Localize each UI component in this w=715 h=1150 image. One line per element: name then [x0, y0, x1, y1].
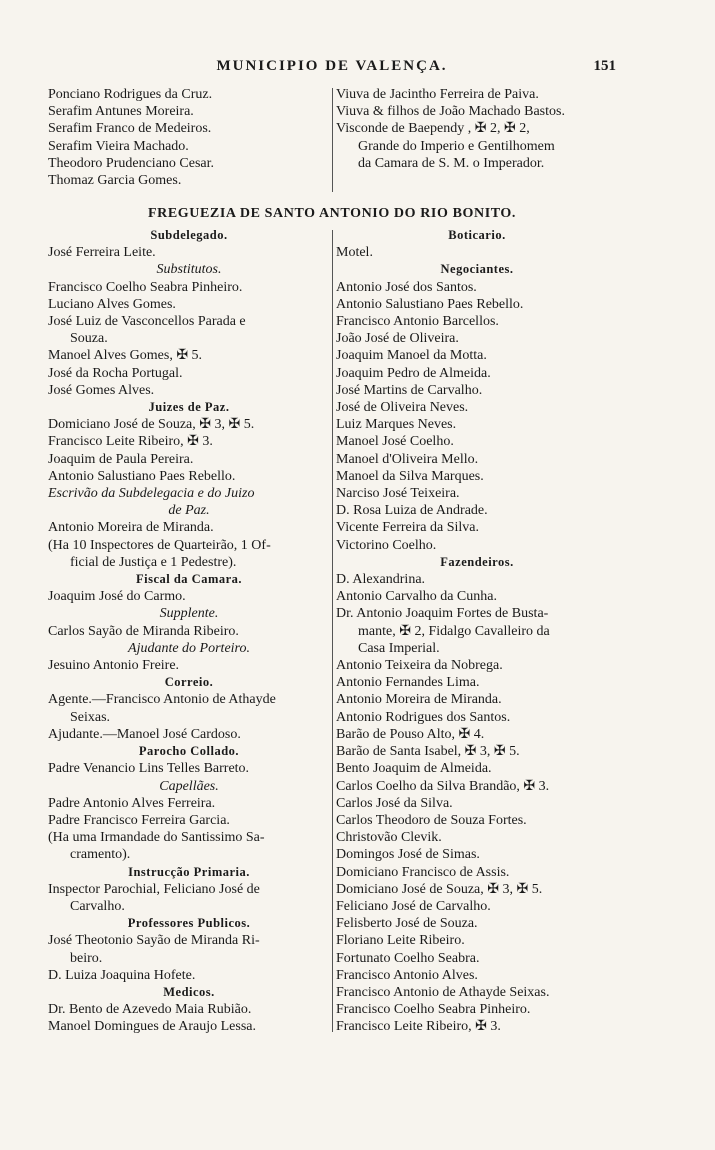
right-column-entry: Feliciano José de Carvalho.	[336, 898, 491, 914]
right-column	[336, 227, 618, 1036]
left-column-entry: Padre Francisco Ferreira Garcia.	[48, 812, 230, 828]
right-column-entry: Motel.	[336, 245, 373, 261]
top-right-list	[336, 86, 618, 172]
left-column-heading: Fiscal da Camara.	[135, 572, 243, 587]
right-column-entry: Fortunato Coelho Seabra.	[336, 950, 480, 966]
top-left-list	[48, 86, 330, 189]
left-column-entry: Seixas.	[70, 709, 111, 725]
right-column-entry: Francisco Leite Ribeiro, ✠ 3.	[336, 1019, 501, 1035]
right-column-entry: José de Oliveira Neves.	[336, 400, 469, 416]
left-column-entry: Antonio Salustiano Paes Rebello.	[48, 468, 236, 484]
left-column-entry: Ajudante.—Manoel José Cardoso.	[48, 726, 241, 742]
left-column-entry: beiro.	[70, 950, 103, 966]
right-column-entry: Manoel da Silva Marques.	[336, 468, 484, 484]
right-column-entry: Antonio Carvalho da Cunha.	[336, 589, 497, 605]
left-column-entry: Francisco Leite Ribeiro, ✠ 3.	[48, 434, 213, 450]
left-column-entry: Domiciano José de Souza, ✠ 3, ✠ 5.	[48, 417, 255, 433]
right-column-entry: Christovão Clevik.	[336, 830, 442, 846]
top-right-entry: Visconde de Baependy , ✠ 2, ✠ 2,	[336, 121, 530, 137]
left-column-heading: Medicos.	[163, 984, 215, 999]
right-column-entry: Barão de Pouso Alto, ✠ 4.	[336, 726, 485, 742]
top-left-entry: Theodoro Prudenciano Cesar.	[48, 155, 215, 171]
right-column-heading: Boticario.	[448, 228, 506, 242]
right-column-entry: José Martins de Carvalho.	[336, 382, 483, 398]
left-column-subheading: Escrivão da Subdelegacia e do Juizo	[48, 486, 255, 502]
top-left-entry: Thomaz Garcia Gomes.	[48, 173, 182, 189]
section-title: FREGUEZIA DE SANTO ANTONIO DO RIO BONITO.	[147, 206, 517, 221]
left-column-entry: ficial de Justiça e 1 Pedestre).	[70, 554, 237, 570]
left-column-subheading: Ajudante do Porteiro.	[128, 640, 250, 656]
left-column-heading: Subdelegado.	[150, 228, 228, 242]
right-column-entry: João José de Oliveira.	[336, 331, 459, 347]
left-column-entry: Carvalho.	[70, 898, 125, 914]
left-column-entry: Agente.—Francisco Antonio de Athayde	[48, 692, 276, 708]
left-column-heading: Parocho Collado.	[138, 744, 240, 759]
right-column-entry: Manoel d'Oliveira Mello.	[336, 451, 479, 467]
right-column-entry: Victorino Coelho.	[336, 537, 437, 553]
top-right-entry: Viuva de Jacintho Ferreira de Paiva.	[336, 87, 539, 102]
left-column-subheading: Capellães.	[159, 778, 219, 794]
right-column-entry: Narciso José Teixeira.	[336, 486, 460, 502]
right-column-entry: Francisco Antonio Alves.	[336, 967, 478, 983]
right-column-entry: Domingos José de Simas.	[336, 847, 480, 863]
left-column-subheading: Supplente.	[159, 606, 219, 622]
left-column-entry: Padre Antonio Alves Ferreira.	[48, 795, 216, 811]
right-column-entry: D. Rosa Luiza de Andrade.	[336, 503, 488, 519]
right-column-entry: mante, ✠ 2, Fidalgo Cavalleiro da	[358, 623, 550, 639]
left-column-entry: Antonio Moreira de Miranda.	[48, 520, 214, 536]
left-column-entry: Francisco Coelho Seabra Pinheiro.	[48, 279, 243, 295]
right-column-entry: Joaquim Manoel da Motta.	[336, 348, 487, 364]
right-column-entry: Felisberto José de Souza.	[336, 916, 478, 932]
left-column-entry: José Ferreira Leite.	[48, 245, 156, 261]
right-column-heading: Negociantes.	[440, 262, 514, 277]
left-column-entry: Inspector Parochial, Feliciano José de	[48, 881, 260, 897]
left-column-heading: Correio.	[164, 675, 214, 690]
left-column-entry: cramento).	[70, 847, 131, 863]
right-column-entry: Vicente Ferreira da Silva.	[336, 520, 479, 536]
left-column-heading: Juizes de Paz.	[148, 400, 230, 415]
page-title: MUNICIPIO DE VALENÇA.	[216, 58, 448, 74]
left-column-entry: Jesuino Antonio Freire.	[48, 658, 180, 674]
left-column-subheading: Substitutos.	[156, 262, 222, 278]
right-column-entry: Carlos Coelho da Silva Brandão, ✠ 3.	[336, 778, 550, 794]
left-column-entry: José da Rocha Portugal.	[48, 365, 183, 381]
right-column-heading: Fazendeiros.	[440, 554, 514, 569]
top-left-entry: Serafim Franco de Medeiros.	[48, 121, 212, 137]
right-column-entry: Domiciano José de Souza, ✠ 3, ✠ 5.	[336, 881, 543, 897]
right-column-entry: Luiz Marques Neves.	[336, 417, 457, 433]
left-column-entry: José Gomes Alves.	[48, 382, 155, 398]
right-column-entry: Manoel José Coelho.	[336, 434, 454, 450]
right-column-entry: Antonio Salustiano Paes Rebello.	[336, 296, 524, 312]
left-column-subheading: de Paz.	[168, 503, 210, 519]
left-column-entry: Luciano Alves Gomes.	[48, 296, 176, 312]
left-column-entry: José Theotonio Sayão de Miranda Ri-	[48, 933, 260, 949]
left-column-entry: Manoel Domingues de Araujo Lessa.	[48, 1019, 257, 1035]
right-column-entry: Carlos José da Silva.	[336, 795, 453, 811]
right-column-entry: Francisco Coelho Seabra Pinheiro.	[336, 1002, 531, 1018]
left-column-entry: José Luiz de Vasconcellos Parada e	[48, 314, 246, 330]
left-column-heading: Instrucção Primaria.	[128, 864, 250, 879]
top-right-entry: Grande do Imperio e Gentilhomem	[358, 138, 555, 154]
top-left-entry: Serafim Vieira Machado.	[48, 138, 189, 154]
left-column-entry: Padre Venancio Lins Telles Barreto.	[48, 761, 250, 777]
left-column-entry: Joaquim José do Carmo.	[48, 589, 186, 605]
right-column-entry: Dr. Antonio Joaquim Fortes de Busta-	[336, 606, 549, 622]
left-column-entry: Joaquim de Paula Pereira.	[48, 451, 194, 467]
left-column-heading: Professores Publicos.	[127, 916, 251, 931]
left-column-entry: (Ha 10 Inspectores de Quarteirão, 1 Of-	[48, 537, 271, 553]
top-right-entry: da Camara de S. M. o Imperador.	[358, 155, 545, 171]
right-column-entry: Floriano Leite Ribeiro.	[336, 933, 465, 949]
right-column-entry: Francisco Antonio de Athayde Seixas.	[336, 984, 550, 1000]
top-right-entry: Viuva & filhos de João Machado Bastos.	[336, 104, 565, 120]
column-divider	[332, 230, 333, 1032]
right-column-entry: Casa Imperial.	[358, 640, 440, 656]
right-column-entry: Carlos Theodoro de Souza Fortes.	[336, 812, 527, 828]
column-divider-top	[332, 88, 333, 192]
right-column-entry: Domiciano Francisco de Assis.	[336, 864, 510, 880]
top-left-entry: Serafim Antunes Moreira.	[48, 104, 194, 120]
left-column-entry: Souza.	[70, 331, 108, 347]
right-column-entry: Antonio Teixeira da Nobrega.	[336, 658, 503, 674]
right-column-entry: Antonio Fernandes Lima.	[336, 675, 480, 691]
left-column-entry: Manoel Alves Gomes, ✠ 5.	[48, 348, 203, 364]
left-column-entry: Dr. Bento de Azevedo Maia Rubião.	[48, 1002, 252, 1018]
right-column-entry: Bento Joaquim de Almeida.	[336, 761, 492, 777]
left-column	[48, 227, 330, 1036]
right-column-entry: Joaquim Pedro de Almeida.	[336, 365, 491, 381]
left-column-entry: Carlos Sayão de Miranda Ribeiro.	[48, 623, 239, 639]
top-left-entry: Ponciano Rodrigues da Cruz.	[48, 87, 213, 102]
left-column-entry: D. Luiza Joaquina Hofete.	[48, 967, 196, 983]
right-column-entry: Barão de Santa Isabel, ✠ 3, ✠ 5.	[336, 744, 520, 760]
page-header	[48, 58, 616, 82]
right-column-entry: Antonio José dos Santos.	[336, 279, 477, 295]
right-column-entry: Antonio Rodrigues dos Santos.	[336, 709, 511, 725]
right-column-entry: Francisco Antonio Barcellos.	[336, 314, 499, 330]
right-column-entry: D. Alexandrina.	[336, 572, 426, 588]
page-number: 151	[593, 58, 616, 74]
left-column-entry: (Ha uma Irmandade do Santissimo Sa-	[48, 830, 265, 846]
right-column-entry: Antonio Moreira de Miranda.	[336, 692, 502, 708]
